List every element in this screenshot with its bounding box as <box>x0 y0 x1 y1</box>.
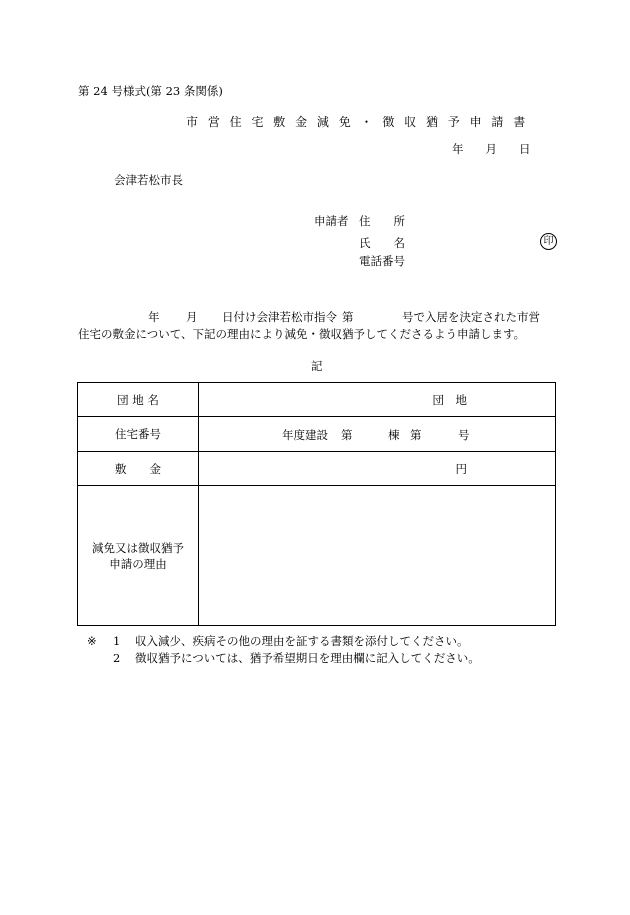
row-deposit <box>78 452 556 486</box>
footnote-mark: ※ <box>87 634 97 648</box>
deposit-yen: 円 <box>455 462 467 476</box>
date-line <box>452 141 531 157</box>
label-danchi: 団 地 名 <box>78 383 199 417</box>
footnote-1 <box>87 633 480 650</box>
body-month: 月 <box>186 310 198 324</box>
note-heading: 記 <box>311 359 323 373</box>
field-deposit[interactable] <box>199 452 556 486</box>
applicant-phone-label: 電話番号 <box>359 254 405 268</box>
housing-building: 棟 <box>388 428 400 442</box>
footnote-1-text: 収入減少、疾病その他の理由を証する書類を添付してください。 <box>135 634 469 648</box>
footnote-2 <box>87 650 480 667</box>
date-day: 日 <box>519 142 531 156</box>
seal-mark: 印 <box>540 233 557 250</box>
housing-go: 号 <box>458 428 470 442</box>
body-text-line1 <box>148 309 540 325</box>
date-year: 年 <box>452 142 464 156</box>
label-housing-number: 住宅番号 <box>78 417 199 452</box>
addressee: 会津若松市長 <box>114 173 183 187</box>
row-reason <box>78 486 556 626</box>
applicant-address-label: 住 所 <box>359 214 405 228</box>
field-reason[interactable] <box>199 486 556 626</box>
label-reason <box>78 486 199 626</box>
label-reason-line1: 減免又は徴収猶予 <box>92 540 184 555</box>
body-day-text: 日付け会津若松市指令 <box>222 310 337 324</box>
body-line1-tail: 号で入居を決定された市営 <box>402 310 540 324</box>
applicant-name-label: 氏 名 <box>359 236 405 250</box>
danchi-suffix: 団 地 <box>432 393 467 407</box>
field-housing-number[interactable] <box>199 417 556 452</box>
label-reason-line2: 申請の理由 <box>109 556 167 571</box>
housing-dai-2: 第 <box>410 428 422 442</box>
label-deposit: 敷 金 <box>78 452 199 486</box>
date-month: 月 <box>485 142 497 156</box>
footnote-1-num: 1 <box>113 634 121 648</box>
body-number-prefix: 第 <box>342 310 354 324</box>
footnote-2-num: 2 <box>113 651 121 665</box>
field-danchi[interactable] <box>199 383 556 417</box>
row-danchi <box>78 383 556 417</box>
housing-dai-1: 第 <box>341 428 353 442</box>
body-year: 年 <box>148 310 160 324</box>
document-title: 市 営 住 宅 敷 金 減 免 ・ 徴 収 猶 予 申 請 書 <box>186 115 529 129</box>
body-text-line2: 住宅の敷金について、下記の理由により減免・徴収猶予してくださるよう申請します。 <box>78 327 526 341</box>
form-number: 第 24 号様式(第 23 条関係) <box>78 84 223 98</box>
row-housing-number <box>78 417 556 452</box>
housing-fiscal-year: 年度建設 <box>282 428 328 442</box>
footnote-2-text: 徴収猶予については、猶予希望期日を理由欄に記入してください。 <box>135 651 480 665</box>
application-table <box>77 382 556 626</box>
applicant-label: 申請者 <box>314 214 349 228</box>
footnotes <box>87 633 480 667</box>
